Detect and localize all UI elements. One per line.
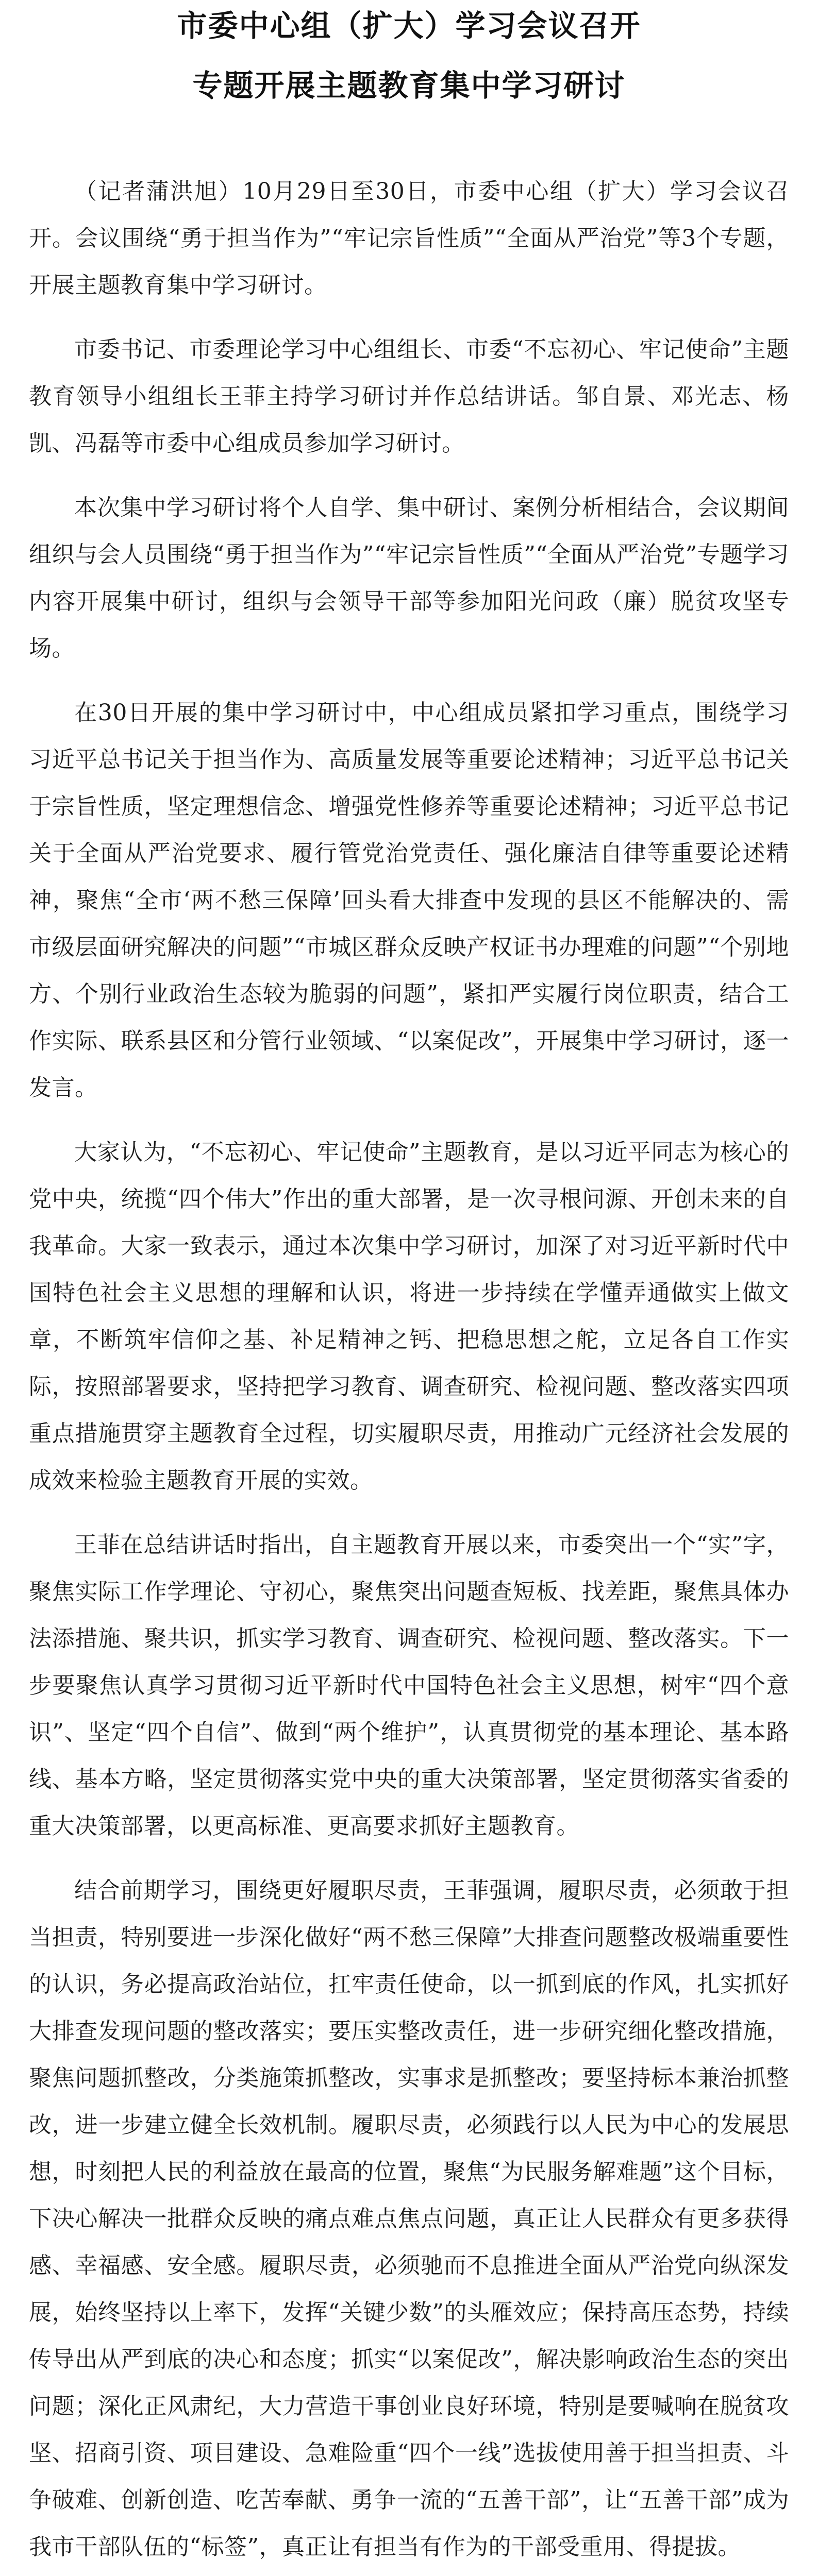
article-body xyxy=(29,168,789,2576)
paragraph-summary-speech: 王菲在总结讲话时指出，自主题教育开展以来，市委突出一个“实”字，聚焦实际工作学理论、守初心，聚焦突出问题查短板、找差距，聚焦具体办法添措施、聚共识，抓实学习教育、调查研究、检视问题、整改落实。下一步要聚焦认真学习贯彻习近平新时代中国特色社会主义思想，树牢“四个意识”、坚定“四个自信”、做到“两个维护”，认真贯彻党的基本理论、基本路线、基本方略，坚定贯彻落实党中央的重大决策部署，坚定贯彻落实省委的重大决策部署，以更高标准、更高要求抓好主题教育。 xyxy=(29,1532,789,1839)
paragraph-format: 本次集中学习研讨将个人自学、集中研讨、案例分析相结合，会议期间组织与会人员围绕“勇于担当作为”“牢记宗旨性质”“全面从严治党”专题学习内容开展集中研讨，组织与会领导干部等参加阳光问政（廉）脱贫攻坚专场。 xyxy=(29,495,789,662)
paragraph-consensus: 大家认为，“不忘初心、牢记使命”主题教育，是以习近平同志为核心的党中央，统揽“四个伟大”作出的重大部署，是一次寻根问源、开创未来的自我革命。大家一致表示，通过本次集中学习研讨，加深了对习近平新时代中国特色社会主义思想的理解和认识，将进一步持续在学懂弄通做实上做文章，不断筑牢信仰之基、补足精神之钙、把稳思想之舵，立足各自工作实际，按照部署要求，坚持把学习教育、调查研究、检视问题、整改落实四项重点措施贯穿主题教育全过程，切实履职尽责，用推动广元经济社会发展的成效来检验主题教育开展的实效。 xyxy=(29,1139,789,1494)
paragraph-requirements: 结合前期学习，围绕更好履职尽责，王菲强调，履职尽责，必须敢于担当担责，特别要进一步深化做好“两不愁三保障”大排查问题整改极端重要性的认识，务必提高政治站位，扛牢责任使命，以一抓到底的作风，扎实抓好大排查发现问题的整改落实；要压实整改责任，进一步研究细化整改措施，聚焦问题抓整改，分类施策抓整改，实事求是抓整改；要坚持标本兼治抓整改，进一步建立健全长效机制。履职尽责，必须践行以人民为中心的发展思想，时刻把人民的利益放在最高的位置，聚焦“为民服务解难题”这个目标，下决心解决一批群众反映的痛点难点焦点问题，真正让人民群众有更多获得感、幸福感、安全感。履职尽责，必须驰而不息推进全面从严治党向纵深发展，始终坚持以上率下，发挥“关键少数”的头雁效应；保持高压态势，持续传导出从严到底的决心和态度；抓实“以案促改”，解决影响政治生态的突出问题；深化正风肃纪，大力营造干事创业良好环境，特别是要喊响在脱贫攻坚、招商引资、项目建设、急难险重“四个一线”选拔使用善于担当担责、斗争破难、创新创造、吃苦奉献、勇争一流的“五善干部”，让“五善干部”成为我市干部队伍的“标签”，真正让有担当有作为的干部受重用、得提拔。 xyxy=(29,1877,789,2560)
headline-line-1: 市委中心组（扩大）学习会议召开 xyxy=(177,8,641,43)
headline-line-2: 专题开展主题教育集中学习研讨 xyxy=(192,68,626,103)
paragraph-host: 市委书记、市委理论学习中心组组长、市委“不忘初心、牢记使命”主题教育领导小组组长王菲主持学习研讨并作总结讲话。邹自景、邓光志、杨凯、冯磊等市委中心组成员参加学习研讨。 xyxy=(29,336,789,456)
paragraph-dateline: （记者蒲洪旭）10月29日至30日，市委中心组（扩大）学习会议召开。会议围绕“勇于担当作为”“牢记宗旨性质”“全面从严治党”等3个专题，开展主题教育集中学习研讨。 xyxy=(29,178,789,298)
paragraph-discussion: 在30日开展的集中学习研讨中，中心组成员紧扣学习重点，围绕学习习近平总书记关于担当作为、高质量发展等重要论述精神；习近平总书记关于宗旨性质，坚定理想信念、增强党性修养等重要论述精神；习近平总书记关于全面从严治党要求、履行管党治党责任、强化廉洁自律等重要论述精神，聚焦“全市‘两不愁三保障’回头看大排查中发现的县区不能解决的、需市级层面研究解决的问题”“市城区群众反映产权证书办理难的问题”“个别地方、个别行业政治生态较为脆弱的问题”，紧扣严实履行岗位职责，结合工作实际、联系县区和分管行业领域、“以案促改”，开展集中学习研讨，逐一发言。 xyxy=(29,700,789,1101)
